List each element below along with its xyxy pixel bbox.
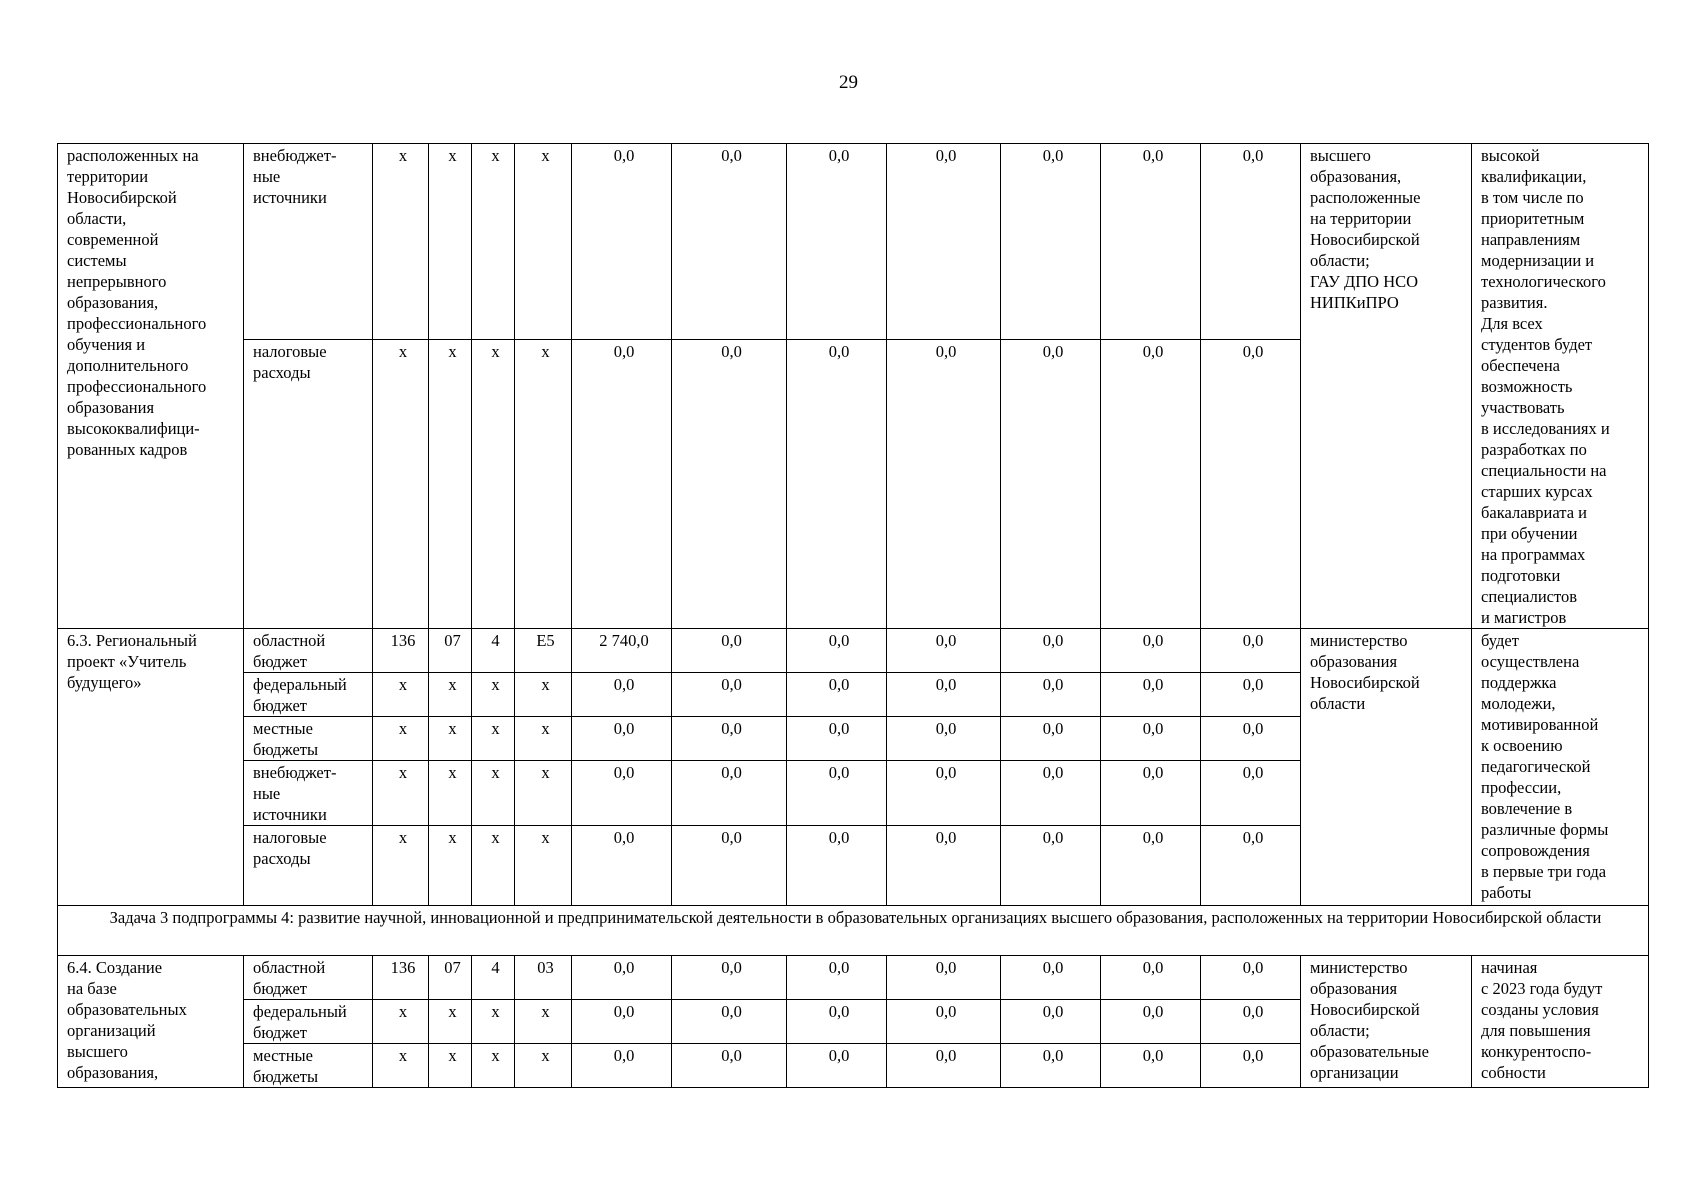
value-cell: 0,0: [887, 1044, 1001, 1088]
funding-source: федеральный бюджет: [244, 1000, 373, 1044]
code-target: 03: [515, 956, 572, 1000]
value-cell: 0,0: [672, 761, 787, 826]
code-program: х: [472, 673, 515, 717]
value-cell: 0,0: [1101, 629, 1201, 673]
task-heading-row: [58, 906, 1649, 956]
value-cell: 0,0: [672, 717, 787, 761]
code-target: х: [515, 826, 572, 906]
code-section: х: [429, 761, 472, 826]
value-cell: 0,0: [572, 1000, 672, 1044]
expected-result: начиная с 2023 года будут созданы условия для повышения конкурентоспо- собности: [1472, 956, 1649, 1088]
code-section: х: [429, 717, 472, 761]
value-cell: 0,0: [887, 1000, 1001, 1044]
value-cell: 0,0: [1001, 717, 1101, 761]
value-cell: 0,0: [787, 1044, 887, 1088]
code-target: х: [515, 339, 572, 628]
code-grbs: х: [373, 1000, 429, 1044]
value-cell: 0,0: [672, 339, 787, 628]
code-grbs: х: [373, 1044, 429, 1088]
measure-description: расположенных на территории Новосибирской области, современной системы непрерывного образования, профессионального обучения и дополнительного профессионального образования высококвалифици- рованных кадров: [58, 144, 244, 629]
value-cell: 0,0: [787, 956, 887, 1000]
value-cell: 0,0: [672, 144, 787, 340]
funding-source: внебюджет- ные источники: [244, 144, 373, 340]
value-cell: 0,0: [672, 1000, 787, 1044]
value-cell: 0,0: [672, 673, 787, 717]
expected-result: будет осуществлена поддержка молодежи, мотивированной к освоению педагогической профессии, вовлечение в различные формы сопровождения в первые три года работы: [1472, 629, 1649, 906]
value-cell: 0,0: [672, 629, 787, 673]
code-grbs: х: [373, 339, 429, 628]
code-target: х: [515, 1000, 572, 1044]
executor-cell: министерство образования Новосибирской области; образовательные организации: [1301, 956, 1472, 1088]
value-cell: 0,0: [1001, 1044, 1101, 1088]
code-program: х: [472, 144, 515, 340]
value-cell: 0,0: [1101, 144, 1201, 340]
code-section: 07: [429, 629, 472, 673]
funding-source: налоговые расходы: [244, 339, 373, 628]
value-cell: 0,0: [1101, 673, 1201, 717]
code-grbs: 136: [373, 956, 429, 1000]
table-row: [58, 629, 1649, 673]
value-cell: 0,0: [1001, 673, 1101, 717]
value-cell: 0,0: [1201, 826, 1301, 906]
value-cell: 0,0: [887, 673, 1001, 717]
task-heading: Задача 3 подпрограммы 4: развитие научной, инновационной и предпринимательской деятельности в образовательных организациях высшего образования, расположенных на территории Новосибирской области: [58, 906, 1649, 956]
code-program: х: [472, 826, 515, 906]
code-grbs: 136: [373, 629, 429, 673]
value-cell: 0,0: [1101, 761, 1201, 826]
code-grbs: х: [373, 144, 429, 340]
value-cell: 0,0: [672, 826, 787, 906]
value-cell: 0,0: [572, 956, 672, 1000]
value-cell: 0,0: [887, 717, 1001, 761]
code-section: х: [429, 144, 472, 340]
funding-source: налоговые расходы: [244, 826, 373, 906]
value-cell: 0,0: [1201, 629, 1301, 673]
value-cell: 0,0: [1201, 144, 1301, 340]
value-cell: 0,0: [787, 1000, 887, 1044]
code-grbs: х: [373, 673, 429, 717]
value-cell: 0,0: [1201, 1000, 1301, 1044]
value-cell: 0,0: [572, 1044, 672, 1088]
value-cell: 0,0: [1001, 1000, 1101, 1044]
code-section: х: [429, 1000, 472, 1044]
code-target: х: [515, 144, 572, 340]
value-cell: 0,0: [572, 144, 672, 340]
code-grbs: х: [373, 761, 429, 826]
budget-table: [57, 143, 1649, 1088]
code-program: 4: [472, 956, 515, 1000]
value-cell: 0,0: [572, 826, 672, 906]
code-grbs: х: [373, 826, 429, 906]
value-cell: 0,0: [1101, 1044, 1201, 1088]
funding-source: областной бюджет: [244, 956, 373, 1000]
value-cell: 0,0: [1001, 956, 1101, 1000]
code-target: х: [515, 1044, 572, 1088]
funding-source: местные бюджеты: [244, 1044, 373, 1088]
code-program: х: [472, 339, 515, 628]
code-program: х: [472, 761, 515, 826]
code-program: х: [472, 1000, 515, 1044]
value-cell: 0,0: [1101, 717, 1201, 761]
funding-source: местные бюджеты: [244, 717, 373, 761]
value-cell: 0,0: [572, 339, 672, 628]
table-row: [58, 144, 1649, 340]
code-section: 07: [429, 956, 472, 1000]
value-cell: 0,0: [787, 761, 887, 826]
value-cell: 0,0: [1001, 761, 1101, 826]
code-program: х: [472, 717, 515, 761]
value-cell: 0,0: [1001, 629, 1101, 673]
value-cell: 0,0: [1001, 144, 1101, 340]
code-program: 4: [472, 629, 515, 673]
value-cell: 0,0: [1201, 339, 1301, 628]
code-target: х: [515, 673, 572, 717]
value-cell: 0,0: [1201, 1044, 1301, 1088]
value-cell: 0,0: [887, 761, 1001, 826]
value-cell: 0,0: [787, 144, 887, 340]
value-cell: 0,0: [1001, 826, 1101, 906]
value-cell: 0,0: [787, 629, 887, 673]
value-cell: 0,0: [1201, 761, 1301, 826]
code-target: Е5: [515, 629, 572, 673]
value-cell: 0,0: [572, 717, 672, 761]
code-section: х: [429, 673, 472, 717]
value-cell: 0,0: [1201, 956, 1301, 1000]
value-cell: 0,0: [1101, 826, 1201, 906]
value-cell: 0,0: [1101, 1000, 1201, 1044]
code-section: х: [429, 339, 472, 628]
code-section: х: [429, 1044, 472, 1088]
value-cell: 0,0: [1101, 956, 1201, 1000]
code-grbs: х: [373, 717, 429, 761]
code-target: х: [515, 717, 572, 761]
executor-cell: высшего образования, расположенные на территории Новосибирской области; ГАУ ДПО НСО НИПКиПРО: [1301, 144, 1472, 629]
value-cell: 0,0: [787, 826, 887, 906]
value-cell: 0,0: [1201, 717, 1301, 761]
value-cell: 0,0: [572, 761, 672, 826]
page-number: 29: [839, 72, 858, 93]
value-cell: 0,0: [672, 1044, 787, 1088]
funding-source: областной бюджет: [244, 629, 373, 673]
value-cell: 0,0: [1201, 673, 1301, 717]
funding-source: внебюджет- ные источники: [244, 761, 373, 826]
measure-description: 6.3. Региональный проект «Учитель будущего»: [58, 629, 244, 906]
expected-result: высокой квалификации, в том числе по приоритетным направлениям модернизации и технологического развития. Для всех студентов будет обеспечена возможность участвовать в исследованиях и разработках по специальности на старших курсах бакалавриата и при обучении на программах подготовки специалистов и магистров: [1472, 144, 1649, 629]
value-cell: 2 740,0: [572, 629, 672, 673]
value-cell: 0,0: [787, 673, 887, 717]
value-cell: 0,0: [887, 956, 1001, 1000]
code-target: х: [515, 761, 572, 826]
code-section: х: [429, 826, 472, 906]
code-program: х: [472, 1044, 515, 1088]
value-cell: 0,0: [887, 629, 1001, 673]
value-cell: 0,0: [887, 826, 1001, 906]
funding-source: федеральный бюджет: [244, 673, 373, 717]
table-row: [58, 956, 1649, 1000]
value-cell: 0,0: [787, 339, 887, 628]
executor-cell: министерство образования Новосибирской области: [1301, 629, 1472, 906]
measure-description: 6.4. Создание на базе образовательных организаций высшего образования,: [58, 956, 244, 1088]
value-cell: 0,0: [887, 339, 1001, 628]
value-cell: 0,0: [672, 956, 787, 1000]
value-cell: 0,0: [1101, 339, 1201, 628]
value-cell: 0,0: [787, 717, 887, 761]
value-cell: 0,0: [572, 673, 672, 717]
value-cell: 0,0: [887, 144, 1001, 340]
value-cell: 0,0: [1001, 339, 1101, 628]
